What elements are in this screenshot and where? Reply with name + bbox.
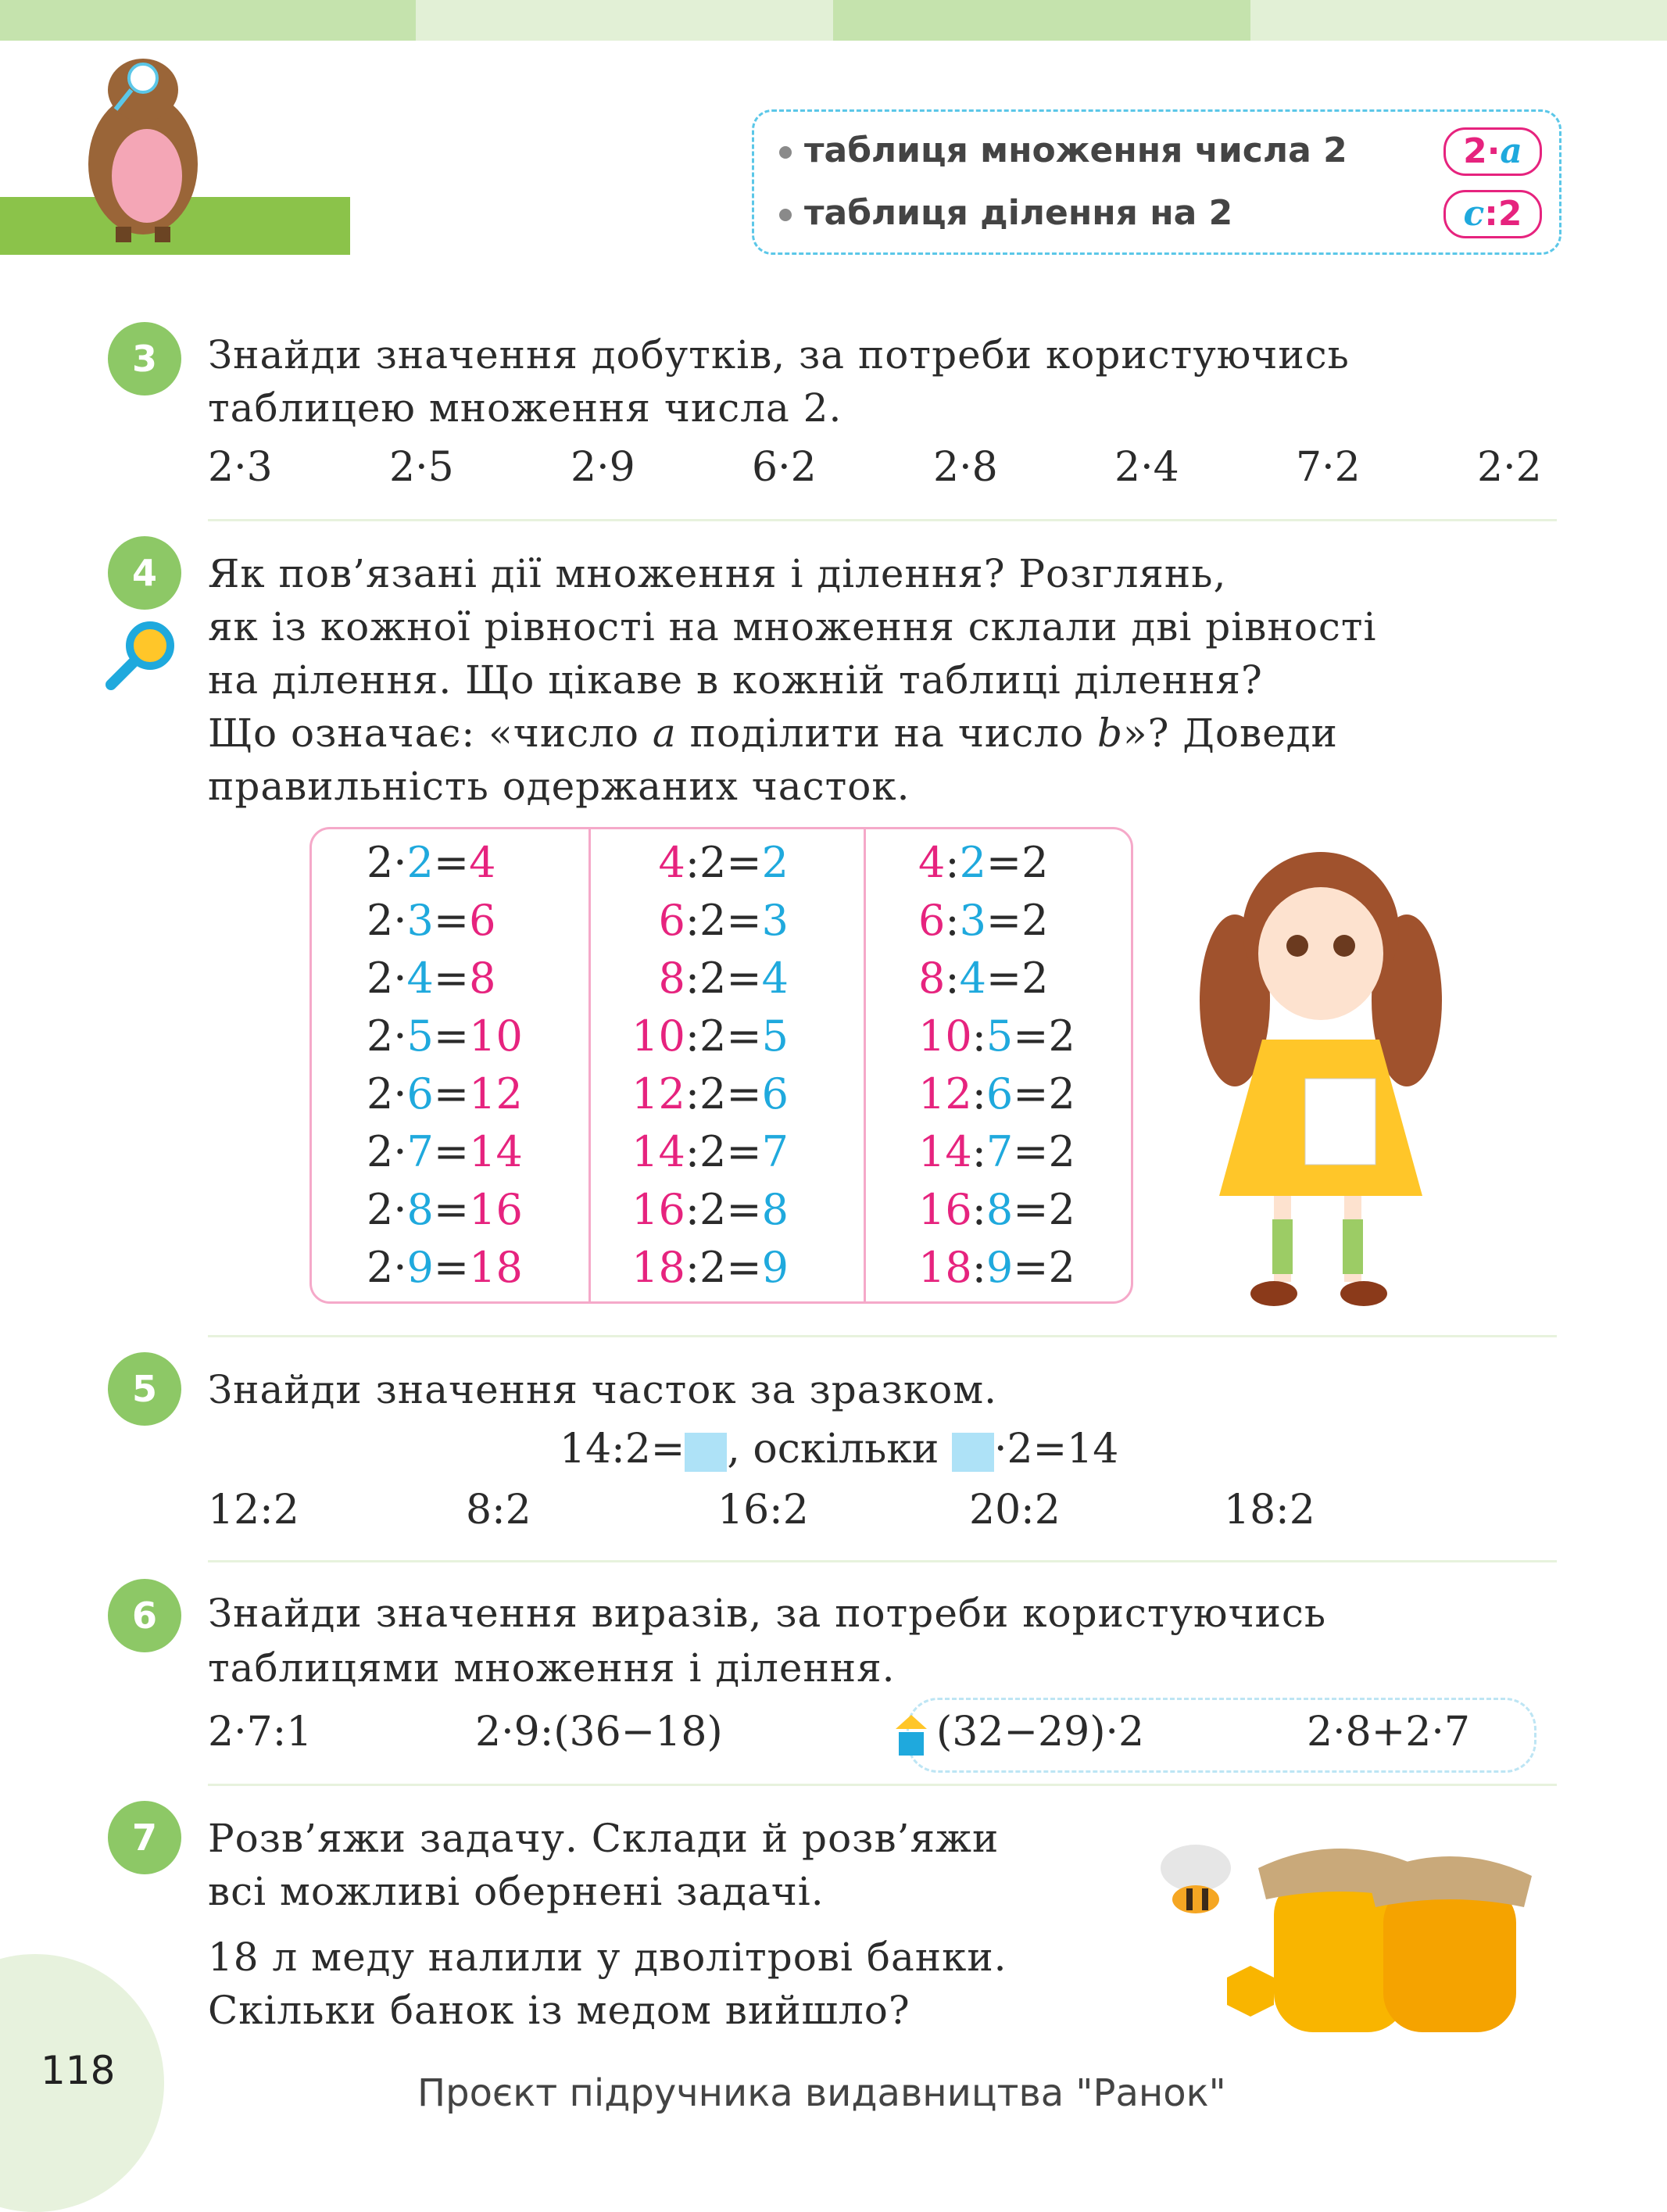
table-division-by-2-line — [609, 1123, 789, 1181]
variable-b: b — [1096, 710, 1123, 756]
table-multiplication-line — [367, 892, 496, 950]
table-token: : — [945, 896, 960, 945]
table-token: = — [1013, 1127, 1049, 1176]
table-division-line — [918, 1008, 1075, 1065]
table-token: 10 — [918, 1011, 972, 1061]
table-token: 6 — [469, 896, 496, 945]
table-token: 8 — [469, 954, 496, 1003]
table-token: · — [393, 1069, 407, 1119]
table-token: 14 — [631, 1127, 685, 1176]
task-number-5: 5 — [108, 1352, 181, 1426]
task3-line1: Знайди значення добутків, за потреби користуючись — [208, 332, 1350, 378]
table-division-line — [918, 950, 1049, 1008]
table-token: 8 — [918, 954, 946, 1003]
table-token: = — [726, 896, 762, 945]
table-token: 2 — [367, 1127, 394, 1176]
honey-jars-illustration — [1141, 1821, 1547, 2048]
sample-check: ·2=14 — [994, 1426, 1119, 1473]
table-token: · — [393, 896, 407, 945]
answer-box — [685, 1433, 727, 1472]
table-token: = — [433, 954, 470, 1003]
task-number-7: 7 — [108, 1801, 181, 1874]
table-token: 2 — [1048, 1243, 1075, 1292]
table-token: 7 — [761, 1127, 789, 1176]
magnifier-icon — [102, 617, 180, 696]
table-token: 2 — [959, 838, 986, 887]
table-token: : — [685, 896, 700, 945]
badge-multiply-op: · — [1486, 131, 1501, 171]
table-token: : — [685, 1243, 700, 1292]
table-token: · — [393, 1011, 407, 1061]
table-token: 2 — [699, 838, 727, 887]
table-multiplication-line — [367, 1065, 523, 1123]
table-token: = — [726, 1011, 762, 1061]
table-token: 10 — [469, 1011, 523, 1061]
table-token: 2 — [1021, 838, 1049, 887]
table-token: 16 — [469, 1185, 523, 1234]
topic-item-1 — [779, 131, 1347, 170]
table-multiplication-line — [367, 1239, 523, 1297]
table-division-line — [918, 892, 1049, 950]
table-token: 2 — [1048, 1185, 1075, 1234]
table-token: : — [971, 1011, 986, 1061]
topic-item-1-label: таблиця множення числа 2 — [804, 131, 1347, 170]
task3-expr: 2·2 — [1477, 444, 1542, 491]
table-token: 5 — [986, 1011, 1014, 1061]
table-token: : — [685, 1011, 700, 1061]
table-token: 12 — [631, 1069, 685, 1119]
table-token: 2 — [406, 838, 434, 887]
task6-expr: 2·9:(36−18) — [475, 1709, 723, 1756]
table-token: : — [971, 1069, 986, 1119]
task5-expr: 18:2 — [1224, 1487, 1315, 1534]
separator — [208, 519, 1557, 521]
table-token: 9 — [406, 1243, 434, 1292]
table-token: = — [433, 1243, 470, 1292]
task5-expr: 20:2 — [969, 1487, 1061, 1534]
table-token: · — [393, 1127, 407, 1176]
table-token: : — [685, 1185, 700, 1234]
table-token: : — [685, 838, 700, 887]
table-token: = — [1013, 1185, 1049, 1234]
table-token: 2 — [699, 1185, 727, 1234]
table-token: = — [433, 838, 470, 887]
table-multiplication-line — [367, 1181, 523, 1239]
table-token: = — [433, 1011, 470, 1061]
table-token: : — [971, 1243, 986, 1292]
table-division-by-2-line — [609, 1008, 789, 1065]
top-bar-1 — [0, 0, 416, 41]
separator — [208, 1560, 1557, 1562]
table-division-by-2-line — [609, 950, 789, 1008]
table-token: = — [1013, 1011, 1049, 1061]
table-token: 2 — [367, 1011, 394, 1061]
answer-box — [952, 1433, 994, 1472]
variable-a: a — [652, 710, 677, 756]
table-token: = — [986, 838, 1022, 887]
table-multiplication-line — [367, 834, 496, 892]
table-divider — [588, 829, 591, 1301]
task6-expr: (32−29)·2 — [936, 1709, 1145, 1756]
table-token: 3 — [761, 896, 789, 945]
task3-expr: 2·8 — [933, 444, 998, 491]
table-token: 2 — [699, 954, 727, 1003]
task6-expr: 2·8+2·7 — [1307, 1709, 1470, 1756]
table-division-line — [918, 834, 1049, 892]
table-token: = — [726, 1127, 762, 1176]
task6-line1: Знайди значення виразів, за потреби користуючись — [208, 1591, 1327, 1636]
table-token: 3 — [406, 896, 434, 945]
bullet-icon — [779, 146, 792, 159]
topic-item-2-label: таблиця ділення на 2 — [804, 193, 1233, 233]
table-token: 16 — [918, 1185, 972, 1234]
table-token: 2 — [367, 1243, 394, 1292]
task-number-6: 6 — [108, 1579, 181, 1652]
table-token: 2 — [699, 1127, 727, 1176]
table-token: 9 — [761, 1243, 789, 1292]
table-token: : — [945, 954, 960, 1003]
task4-line2: як із кожної рівності на множення склали дві рівності — [208, 604, 1377, 650]
table-division-line — [918, 1123, 1075, 1181]
table-token: 16 — [631, 1185, 685, 1234]
task5-sample — [560, 1426, 1118, 1473]
task6-line2: таблицями множення і ділення. — [208, 1645, 896, 1691]
bullet-icon — [779, 209, 792, 221]
top-bar-2 — [416, 0, 833, 41]
table-token: : — [685, 954, 700, 1003]
task4-line4-part: поділити на число — [676, 710, 1097, 756]
table-token: 2 — [699, 1069, 727, 1119]
task5-line1: Знайди значення часток за зразком. — [208, 1367, 998, 1412]
table-token: : — [971, 1185, 986, 1234]
table-token: 4 — [406, 954, 434, 1003]
separator — [208, 1335, 1557, 1337]
table-token: = — [986, 954, 1022, 1003]
table-token: 6 — [918, 896, 946, 945]
task3-expr: 6·2 — [752, 444, 817, 491]
badge-divide-number: 2 — [1497, 194, 1522, 234]
badge-divide — [1443, 190, 1542, 238]
table-division-line — [918, 1239, 1075, 1297]
table-token: · — [393, 1243, 407, 1292]
top-bar-4 — [1250, 0, 1667, 41]
table-token: 2 — [699, 896, 727, 945]
table-token: 10 — [631, 1011, 685, 1061]
table-token: 6 — [986, 1069, 1014, 1119]
table-divider — [864, 829, 866, 1301]
separator — [208, 1784, 1557, 1786]
table-token: 2 — [367, 838, 394, 887]
table-token: 4 — [761, 954, 789, 1003]
table-token: 2 — [1048, 1011, 1075, 1061]
task3-expr: 7·2 — [1296, 444, 1361, 491]
table-division-by-2-line — [609, 892, 789, 950]
house-icon — [894, 1713, 928, 1757]
table-token: : — [685, 1069, 700, 1119]
table-token: 2 — [761, 838, 789, 887]
task5-expr: 8:2 — [466, 1487, 531, 1534]
page-number: 118 — [41, 2048, 116, 2093]
table-token: 7 — [986, 1127, 1014, 1176]
task3-expr: 2·3 — [208, 444, 273, 491]
table-multiplication-line — [367, 950, 496, 1008]
task3-expr: 2·5 — [389, 444, 454, 491]
table-token: = — [433, 1185, 470, 1234]
table-token: 2 — [1048, 1127, 1075, 1176]
table-token: 2 — [699, 1243, 727, 1292]
table-token: = — [1013, 1069, 1049, 1119]
table-token: = — [726, 1069, 762, 1119]
table-multiplication-line — [367, 1123, 523, 1181]
task6-expr: 2·7:1 — [208, 1709, 313, 1756]
table-token: 2 — [1021, 896, 1049, 945]
table-token: = — [433, 1127, 470, 1176]
badge-multiply-var: a — [1500, 131, 1522, 171]
task3-expr: 2·9 — [571, 444, 635, 491]
topic-box — [752, 109, 1561, 255]
table-token: 4 — [658, 838, 685, 887]
table-token: : — [971, 1127, 986, 1176]
table-token: = — [726, 1243, 762, 1292]
badge-multiply — [1443, 127, 1542, 176]
table-token: 6 — [406, 1069, 434, 1119]
table-division-by-2-line — [609, 1181, 789, 1239]
task4-line1: Як пов’язані дії множення і ділення? Розглянь, — [208, 551, 1227, 596]
table-token: 2 — [1021, 954, 1049, 1003]
badge-divide-op: : — [1484, 194, 1498, 234]
task4-line5: правильність одержаних часток. — [208, 764, 910, 809]
table-token: 2 — [367, 1069, 394, 1119]
task3-line2: таблицею множення числа 2. — [208, 385, 842, 431]
multiplication-division-table — [309, 827, 1133, 1304]
table-token: 2 — [1048, 1069, 1075, 1119]
table-token: 5 — [406, 1011, 434, 1061]
table-token: = — [433, 1069, 470, 1119]
table-token: 12 — [918, 1069, 972, 1119]
table-token: : — [685, 1127, 700, 1176]
table-token: 14 — [918, 1127, 972, 1176]
task3-expr: 2·4 — [1114, 444, 1179, 491]
table-token: · — [393, 1185, 407, 1234]
footer-text: Проєкт підручника видавництва "Ранок" — [417, 2071, 1226, 2115]
table-division-by-2-line — [609, 1065, 789, 1123]
task4-line4 — [208, 707, 1338, 760]
task7-line3: 18 л меду налили у дволітрові банки. — [208, 1935, 1007, 1980]
table-token: 4 — [959, 954, 986, 1003]
table-division-by-2-line — [609, 834, 789, 892]
table-token: 3 — [959, 896, 986, 945]
table-token: 8 — [986, 1185, 1014, 1234]
table-division-by-2-line — [609, 1239, 789, 1297]
topic-item-2 — [779, 193, 1232, 233]
table-token: 4 — [918, 838, 946, 887]
table-token: · — [393, 954, 407, 1003]
sample-expression: 14:2= — [560, 1426, 685, 1473]
table-token: 8 — [658, 954, 685, 1003]
table-token: 7 — [406, 1127, 434, 1176]
table-token: 6 — [658, 896, 685, 945]
table-token: : — [945, 838, 960, 887]
table-token: = — [1013, 1243, 1049, 1292]
capybara-mascot-illustration — [69, 47, 217, 250]
table-token: = — [986, 896, 1022, 945]
badge-multiply-number: 2 — [1463, 131, 1487, 171]
table-division-line — [918, 1181, 1075, 1239]
table-token: 6 — [761, 1069, 789, 1119]
task4-line4-part: Що означає: «число — [208, 710, 653, 756]
table-token: 18 — [918, 1243, 972, 1292]
table-token: 2 — [367, 1185, 394, 1234]
task5-expr: 12:2 — [208, 1487, 299, 1534]
table-token: 2 — [699, 1011, 727, 1061]
table-token: 18 — [631, 1243, 685, 1292]
table-token: = — [726, 1185, 762, 1234]
table-token: 4 — [469, 838, 496, 887]
task7-line2: всі можливі обернені задачі. — [208, 1869, 825, 1914]
task7-line4: Скільки банок із медом вийшло? — [208, 1988, 910, 2033]
table-division-line — [918, 1065, 1075, 1123]
task-number-3: 3 — [108, 322, 181, 396]
table-token: = — [726, 838, 762, 887]
table-token: 14 — [469, 1127, 523, 1176]
task-number-4: 4 — [108, 536, 181, 610]
girl-illustration — [1188, 829, 1454, 1313]
top-bar-3 — [833, 0, 1250, 41]
sample-connector: , оскільки — [727, 1426, 939, 1473]
badge-divide-var: c — [1463, 194, 1485, 234]
table-token: · — [393, 838, 407, 887]
task7-line1: Розв’яжи задачу. Склади й розв’яжи — [208, 1816, 1000, 1861]
table-token: 2 — [367, 954, 394, 1003]
table-token: 12 — [469, 1069, 523, 1119]
table-token: = — [726, 954, 762, 1003]
table-multiplication-line — [367, 1008, 523, 1065]
task5-expr: 16:2 — [717, 1487, 809, 1534]
table-token: 8 — [761, 1185, 789, 1234]
table-token: 5 — [761, 1011, 789, 1061]
table-token: = — [433, 896, 470, 945]
table-token: 9 — [986, 1243, 1014, 1292]
task4-line3: на ділення. Що цікаве в кожній таблиці ділення? — [208, 657, 1263, 703]
table-token: 2 — [367, 896, 394, 945]
table-token: 8 — [406, 1185, 434, 1234]
table-token: 18 — [469, 1243, 523, 1292]
task4-line4-part: »? Доведи — [1122, 710, 1338, 756]
